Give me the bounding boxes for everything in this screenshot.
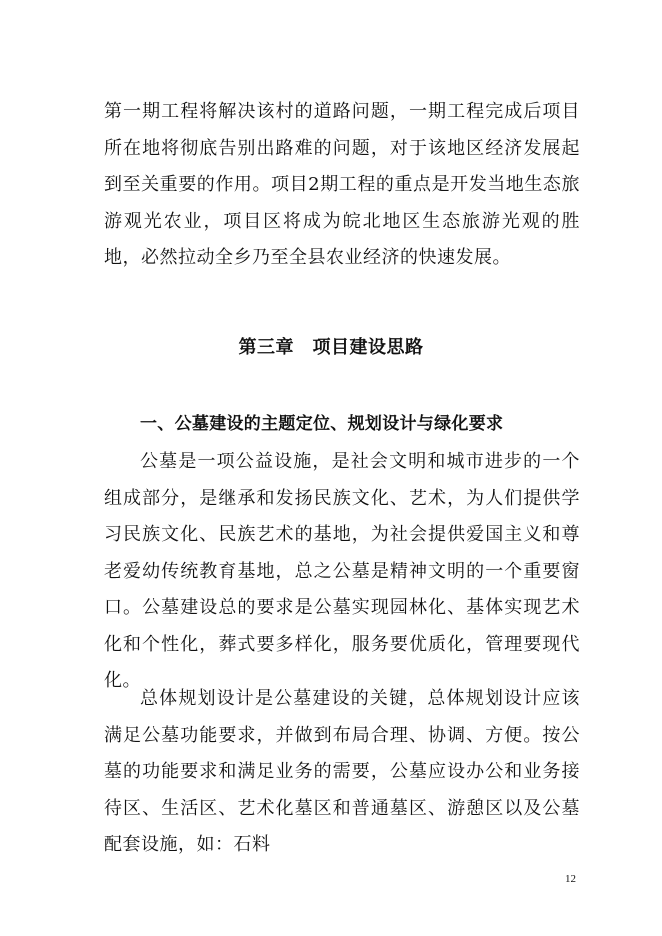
page-number: 12 <box>565 873 576 885</box>
chapter-title: 第三章 项目建设思路 <box>238 337 424 358</box>
body-paragraph-2: 总体规划设计是公墓建设的关键，总体规划设计应该满足公墓功能要求，并做到布局合理、协调、方便。按公墓的功能要求和满足业务的需要，公墓应设办公和业务接待区、生活区、艺术化墓区和普通墓区、游憩区以及公墓配套设施，如：石料 <box>104 688 580 855</box>
body-paragraph-1: 公墓是一项公益设施，是社会文明和城市进步的一个组成部分，是继承和发扬民族文化、艺术，为人们提供学习民族文化、民族艺术的基地，为社会提供爱国主义和尊老爱幼传统教育基地，总之公墓是精神文明的一个重要窗口。公墓建设总的要求是公墓实现园林化、基体实现艺术化和个性化，葬式要多样化，服务要优质化，管理要现代化。 <box>104 451 580 691</box>
section-title: 一、公墓建设的主题定位、规划设计与绿化要求 <box>140 414 504 434</box>
intro-paragraph: 第一期工程将解决该村的道路问题，一期工程完成后项目所在地将彻底告别出路难的问题，对于该地区经济发展起到至关重要的作用。项目2期工程的重点是开发当地生态旅游观光农业，项目区将成为皖北地区生态旅游光观的胜地，必然拉动全乡乃至全县农业经济的快速发展。 <box>104 101 580 268</box>
